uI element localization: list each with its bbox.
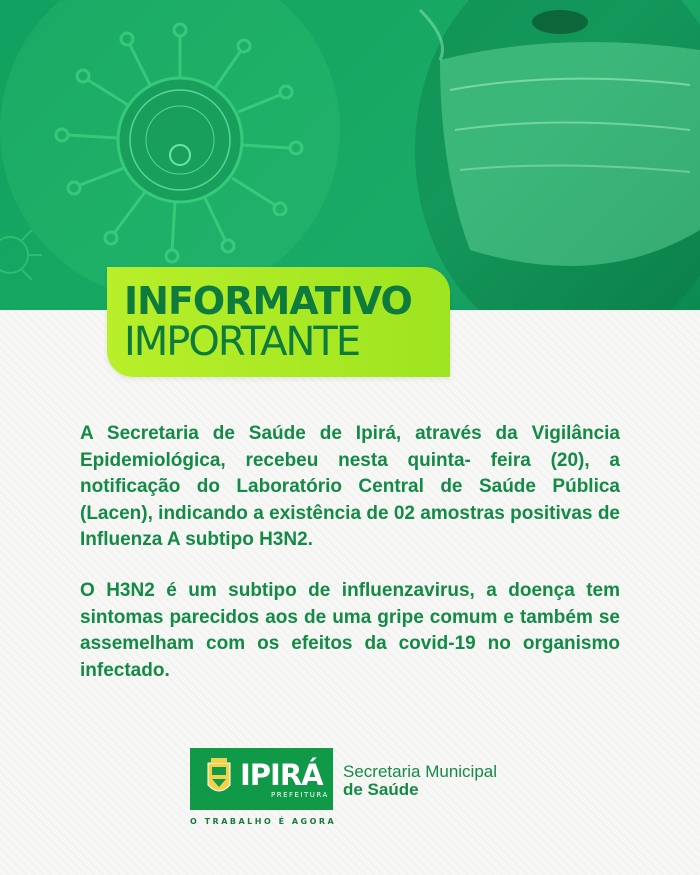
title-line-2: IMPORTANTE (124, 319, 360, 365)
department-name-line-2: de Saúde (343, 780, 419, 799)
title-banner (107, 267, 450, 377)
logo-subtitle: PREFEITURA (271, 791, 329, 799)
crest-icon (205, 757, 233, 801)
masked-face-illustration (415, 0, 700, 310)
title-line-1: INFORMATIVO (124, 279, 412, 323)
hero-banner (0, 0, 700, 310)
paragraph-2: O H3N2 é um subtipo de influenzavirus, a doença tem sintomas parecidos aos de uma gripe comum e também se assemelham com os efeitos da covid-19 no organismo infectado. (80, 580, 620, 681)
paragraph-1: A Secretaria de Saúde de Ipirá, através da Vigilância Epidemiológica, recebeu nesta quinta- feira (20), a notificação do Laboratório Central de Saúde Pública (Lacen), indicando a existência de 02 amostras positivas de Influenza A subtipo H3N2. (80, 423, 620, 550)
virus-and-mask-illustration (0, 0, 700, 310)
logo-slogan: O TRABALHO É AGORA (190, 817, 337, 826)
ipira-logo (190, 748, 333, 810)
department-name-line-1: Secretaria Municipal (343, 762, 498, 781)
logo-name: IPIRÁ (240, 758, 323, 792)
